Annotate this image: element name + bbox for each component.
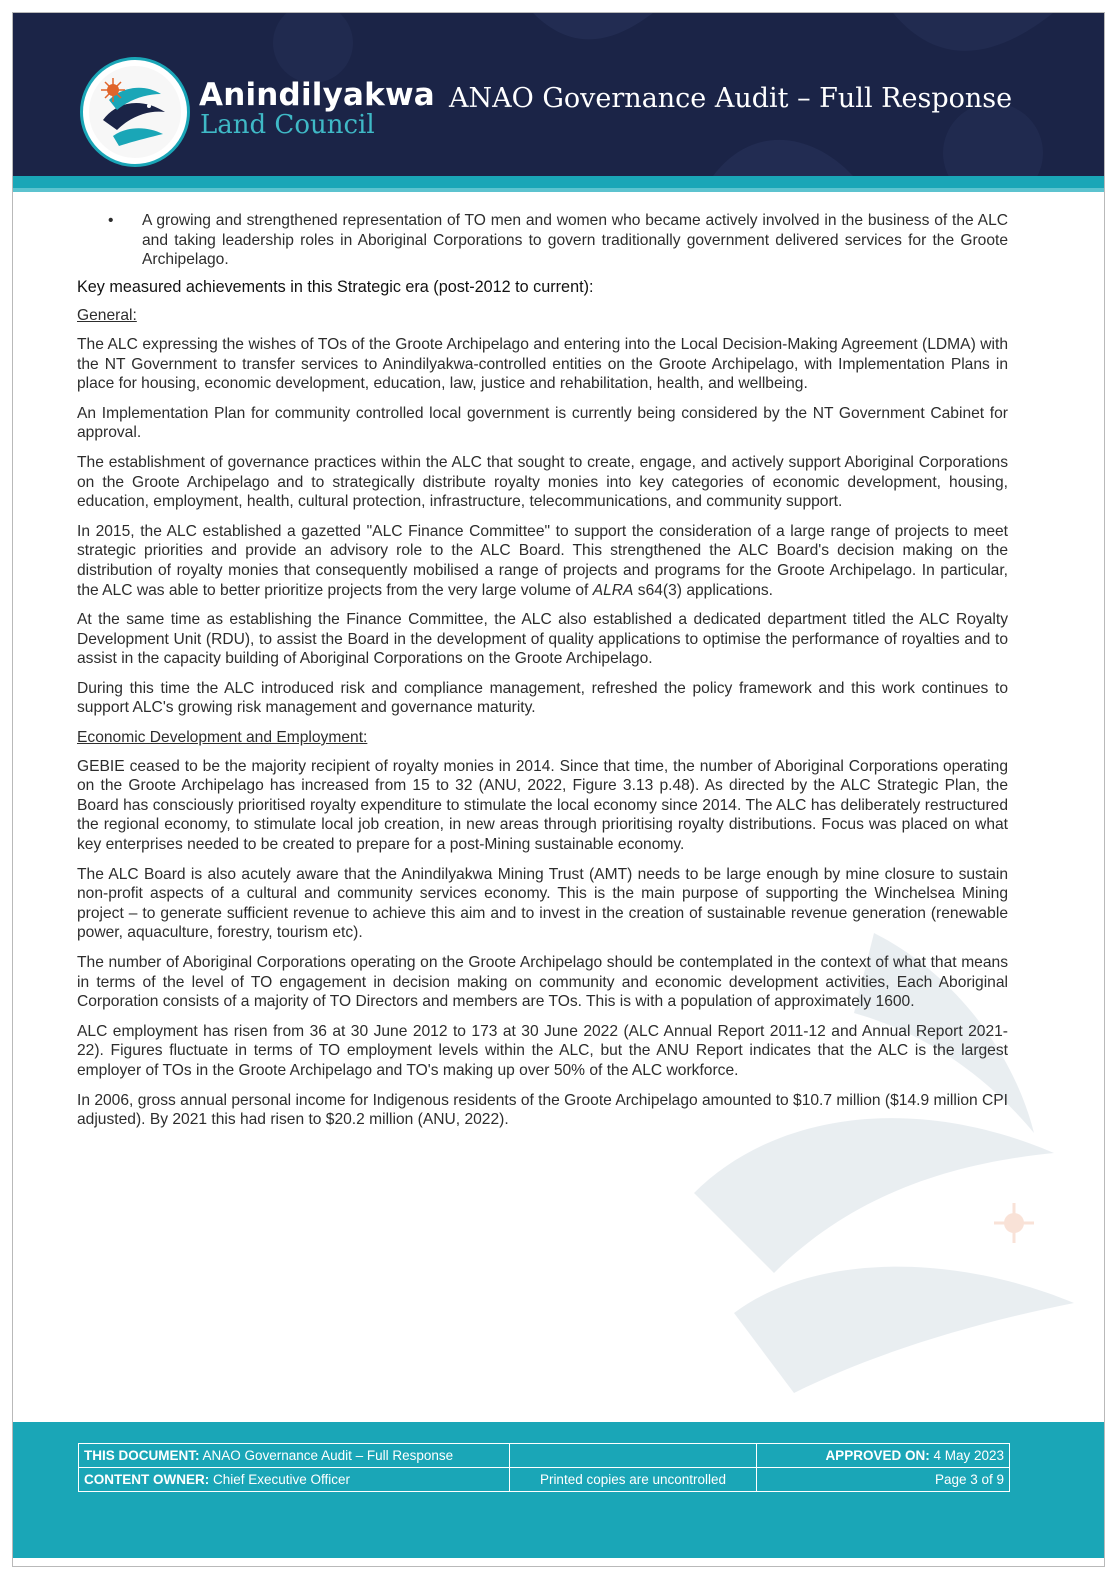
- paragraph: The ALC expressing the wishes of TOs of the Groote Archipelago and entering into the Local Decision-Making Agreement (LDMA) with the NT Government to transfer services to Anindilyakwa-controlled entities on the Groote Archipelago, with Implementation Plans in place for housing, economic development, education, law, justice and rehabilitation, health, and wellbeing.: [77, 335, 1008, 393]
- paragraph: The number of Aboriginal Corporations operating on the Groote Archipelago should be contemplated in the context of what that means in terms of the level of TO engagement in decision making on community and economic development activities, Each Aboriginal Corporation consists of a majority of TO Directors and members are TOs. This is with a population of approximately 1600.: [77, 954, 1008, 1011]
- bullet-text: A growing and strengthened representation of TO men and women who became actively involved in the business of the ALC and taking leadership roles in Aboriginal Corporations to govern traditionally government delivered services for the Groote Archipelago.: [142, 212, 1008, 269]
- paragraph: At the same time as establishing the Finance Committee, the ALC also established a dedicated department titled the ALC Royalty Development Unit (RDU), to assist the Board in the development of quality applications to optimise the performance of royalties and to assist in the capacity building of Aboriginal Corporations on the Groote Archipelago.: [77, 611, 1008, 668]
- footer-approved-cell: [757, 1444, 1010, 1468]
- paragraph: In 2006, gross annual personal income for Indigenous residents of the Groote Archipelago amounted to $10.7 million ($14.9 million CPI adjusted). By 2021 this had risen to $20.2 million (ANU, 2022).: [77, 1091, 1008, 1129]
- footer-empty-cell: [510, 1444, 757, 1468]
- paragraph: During this time the ALC introduced risk and compliance management, refreshed the policy framework and this work continues to support ALC's growing risk management and governance maturity.: [77, 679, 1008, 717]
- logo-emblem: [80, 57, 190, 167]
- section-heading: Key measured achievements in this Strategic era (post-2012 to current):: [77, 277, 594, 296]
- paragraph: The establishment of governance practices within the ALC that sought to create, engage, and actively support Aboriginal Corporations on the Groote Archipelago and to strategically distribute royalty monies into key categories of economic development, housing, education, employment, health, cultural protection, infrastructure, telecommunications, and community support.: [77, 453, 1008, 511]
- header-stripe: [13, 176, 1104, 188]
- footer-approved-label: APPROVED ON:: [825, 1448, 930, 1463]
- paragraph: An Implementation Plan for community controlled local government is currently being considered by the NT Government Cabinet for approval.: [77, 404, 1008, 442]
- document-body: [77, 211, 1008, 1140]
- footer-doc-label: THIS DOCUMENT:: [84, 1448, 200, 1463]
- subheading-economic: Economic Development and Employment:: [77, 729, 368, 747]
- paragraph: ALC employment has risen from 36 at 30 June 2012 to 173 at 30 June 2022 (ALC Annual Report 2011-12 and Annual Report 2021-22). Figures fluctuate in terms of TO employment levels within the ALC, but the ANU Report indicates that the ALC is the largest employer of TOs in the Groote Archipelago and TO's making up over 50% of the ALC workforce.: [77, 1022, 1008, 1079]
- footer-owner-cell: [79, 1468, 510, 1492]
- bullet-item: [77, 211, 1008, 270]
- bullet-icon: •: [108, 212, 114, 229]
- org-subtitle: Land Council: [200, 110, 375, 140]
- org-name: Anindilyakwa: [199, 77, 435, 113]
- paragraph: The ALC Board is also acutely aware that the Anindilyakwa Mining Trust (AMT) needs to be large enough by mine closure to sustain non-profit aspects of a cultural and community services economy. This is the main purpose of supporting the Winchelsea Mining project – to generate sufficient revenue to achieve this aim and to invest in the creation of sustainable revenue generation (renewable power, aquaculture, forestry, tourism etc).: [77, 865, 1008, 942]
- footer-page-number: Page 3 of 9: [757, 1468, 1010, 1492]
- footer-table: [78, 1443, 1010, 1492]
- paragraph-text: In 2015, the ALC established a gazetted "ALC Finance Committee" to support the consideration of a large range of projects to meet strategic priorities and provide an advisory role to the ALC Board. This strengthened the ALC Board's decision making on the distribution of royalty monies that consequently mobilised a range of projects and programs for the Groote Archipelago. In particular, the ALC was able to better prioritize projects from the very large volume of: [77, 522, 1008, 599]
- paragraph-text: s64(3) applications.: [633, 581, 774, 599]
- paragraph: GEBIE ceased to be the majority recipient of royalty monies in 2014. Since that time, the number of Aboriginal Corporations operating on the Groote Archipelago has increased from 15 to 32 (ANU, 2022, Figure 3.13 p.48). As directed by the ALC Strategic Plan, the Board has consciously prioritised royalty expenditure to stimulate the local economy since 2014. The ALC has deliberately restructured the regional economy, to stimulate local job creation, in new areas through prioritising royalty distributions. Focus was placed on what key enterprises needed to be created to prepare for a post-Mining sustainable economy.: [77, 757, 1008, 854]
- footer-document-cell: [79, 1444, 510, 1468]
- document-title: ANAO Governance Audit – Full Response: [449, 83, 1013, 114]
- footer-approved-value: 4 May 2023: [929, 1448, 1004, 1463]
- footer-owner-value: Chief Executive Officer: [209, 1472, 351, 1487]
- paragraph: [77, 522, 1008, 600]
- footer-doc-value: ANAO Governance Audit – Full Response: [199, 1448, 454, 1463]
- subheading-general: General:: [77, 307, 137, 325]
- header-stripe-light: [13, 188, 1104, 192]
- footer-owner-label: CONTENT OWNER:: [84, 1472, 210, 1487]
- footer-printed-note: Printed copies are uncontrolled: [510, 1468, 757, 1492]
- page-header: [13, 13, 1104, 176]
- alra-italic: ALRA: [592, 581, 634, 599]
